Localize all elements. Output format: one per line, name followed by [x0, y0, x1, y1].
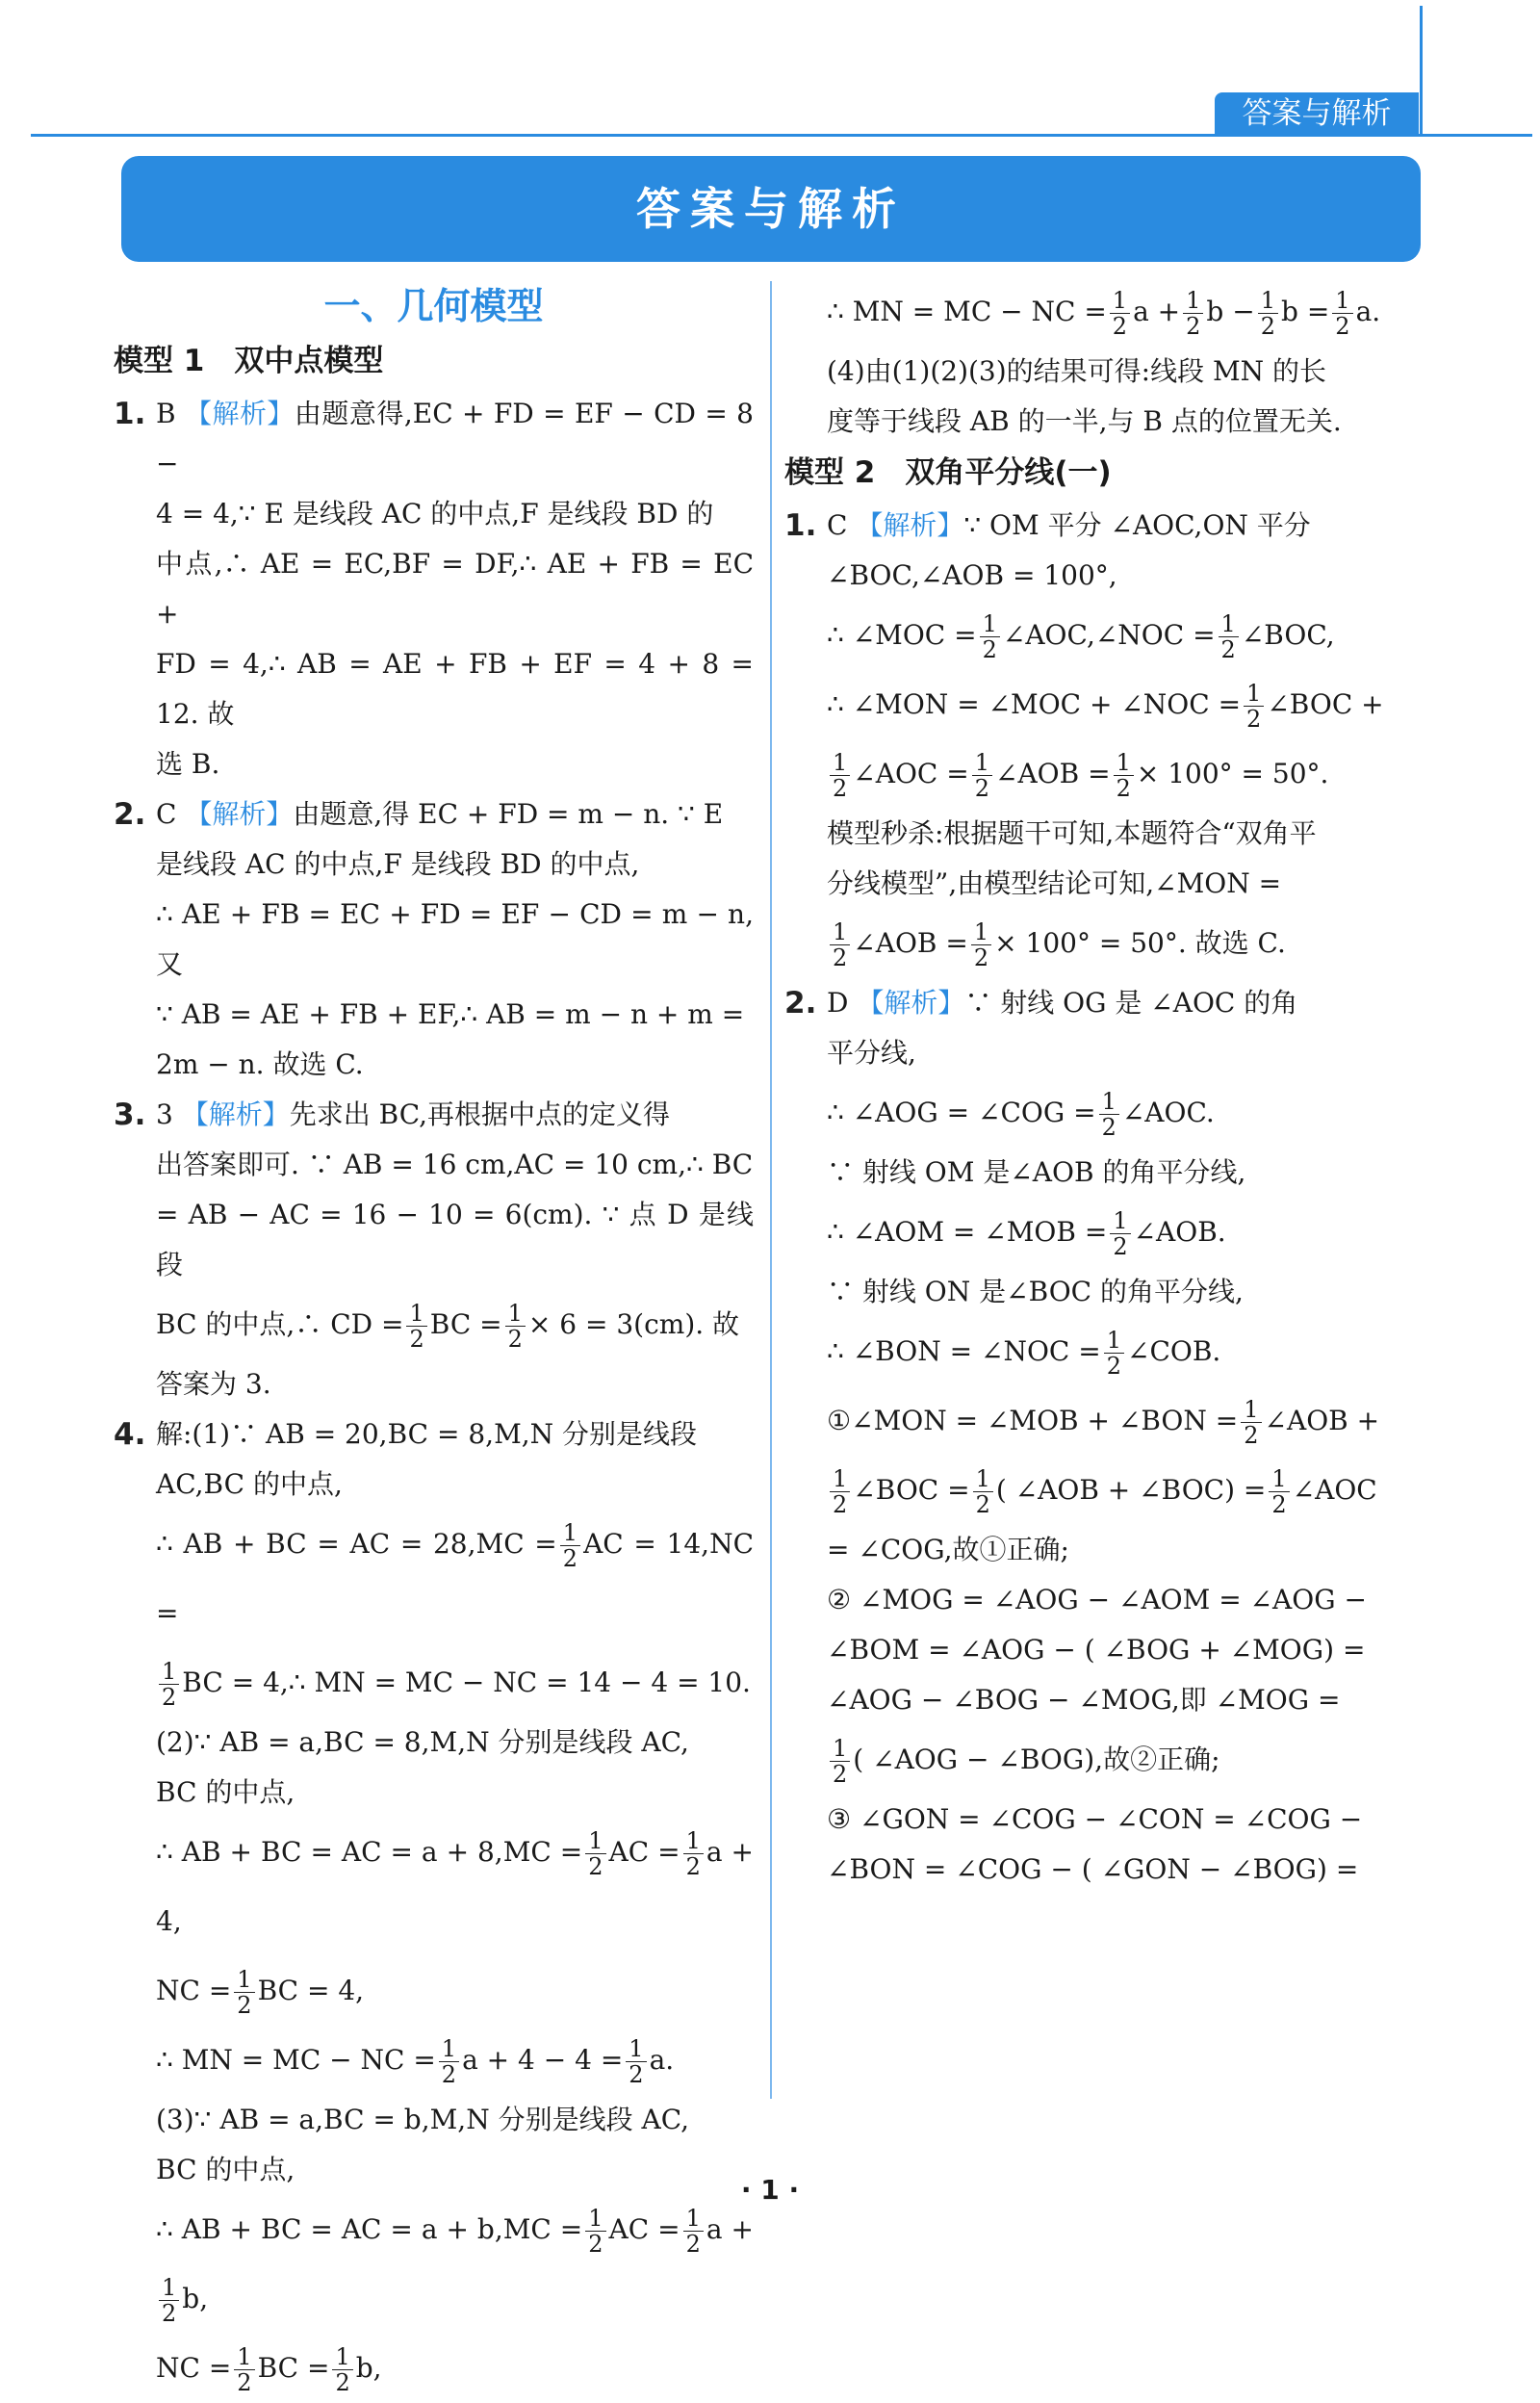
fraction: $\frac{1}{2}$ [683, 1828, 704, 1879]
answer-choice: 3 [156, 1098, 182, 1130]
header-tab: 答案与解析 [1215, 92, 1419, 135]
page-banner-title: 答案与解析 [121, 156, 1421, 262]
column-divider [770, 281, 772, 2099]
math-line: ∴ ∠AOG = ∠COG = $\frac{1}{2}$ ∠AOC. [827, 1088, 1215, 1141]
text-line: 模型秒杀:根据题干可知,本题符合“双角平 [827, 817, 1317, 849]
text-line: ∠AOG − ∠BOG − ∠MOG,即 ∠MOG = [827, 1684, 1341, 1716]
text-line: 2m − n. 故选 C. [156, 1048, 364, 1080]
math-line: ∴ ∠BON = ∠NOC = $\frac{1}{2}$ ∠COB. [827, 1327, 1221, 1380]
answer-choice: B [156, 398, 185, 429]
header-vertical-rule [1420, 6, 1423, 137]
text-line: 由题意,得 EC + FD = m − n. ∵ E [293, 798, 724, 830]
fraction: $\frac{1}{2}$ [159, 2275, 179, 2326]
question-2 [784, 978, 1420, 1895]
fraction: $\frac{1}{2}$ [830, 750, 850, 801]
text-line: 解:(1)∵ AB = 20,BC = 8,M,N 分别是线段 [156, 1418, 698, 1450]
text-line: 选 B. [156, 748, 220, 780]
question-1 [114, 389, 754, 789]
fraction: $\frac{1}{2}$ [980, 611, 1000, 662]
math-line: $\frac{1}{2}$ ( ∠AOG − ∠BOG),故②正确; [827, 1725, 1420, 1795]
question-number: 2. [114, 797, 146, 832]
text-line: BC 的中点, [156, 1776, 295, 1808]
fraction: $\frac{1}{2}$ [159, 1659, 179, 1710]
math-line: ∴ ∠MON = ∠MOC + ∠NOC = $\frac{1}{2}$ ∠BOC + [827, 680, 1384, 733]
model1-title: 模型 1 双中点模型 [114, 344, 384, 378]
analysis-tag: 【解析】 [181, 1098, 290, 1130]
fraction: $\frac{1}{2}$ [585, 2206, 605, 2257]
fraction: $\frac{1}{2}$ [1110, 1208, 1130, 1259]
text-line: 是线段 AC 的中点,F 是线段 BD 的中点, [156, 848, 640, 880]
text-line: 4 = 4,∵ E 是线段 AC 的中点,F 是线段 BD 的 [156, 498, 714, 530]
text-line: (2)∵ AB = a,BC = 8,M,N 分别是线段 AC, [156, 1726, 689, 1758]
text-line: ② ∠MOG = ∠AOG − ∠AOM = ∠AOG − [827, 1584, 1367, 1615]
analysis-tag: 【解析】 [185, 798, 294, 830]
text-line: AC,BC 的中点, [156, 1468, 343, 1500]
text-line: ∵ 射线 OG 是 ∠AOC 的角 [964, 987, 1298, 1019]
text-line: ∠BOC,∠AOB = 100°, [827, 559, 1117, 591]
math-line: ∴ AB + BC = AC = 28,MC = $\frac{1}{2}$ AC = 14,NC = [156, 1519, 755, 1629]
question-1 [784, 501, 1420, 978]
text-line: BC 的中点, [156, 2154, 295, 2185]
left-column [114, 277, 754, 2403]
fraction: $\frac{1}{2}$ [972, 750, 992, 801]
math-line: ∴ AB + BC = AC = a + 8,MC = $\frac{1}{2}$ AC = $\frac{1}{2}$ a + 4, [156, 1827, 754, 1937]
question-number: 4. [114, 1417, 146, 1452]
answer-choice: C [827, 509, 857, 541]
fraction: $\frac{1}{2}$ [1110, 288, 1130, 339]
text-line: ∠BOM = ∠AOG − ( ∠BOG + ∠MOG) = [827, 1634, 1366, 1666]
math-line: ∴ MN = MC − NC = $\frac{1}{2}$ a + $\frac{1}{2}$ b − $\frac{1}{2}$ b = $\frac{1}{2}$ a. [827, 287, 1381, 340]
fraction: $\frac{1}{2}$ [1241, 1397, 1261, 1448]
fraction: $\frac{1}{2}$ [1258, 288, 1278, 339]
question-3 [114, 1090, 754, 1409]
math-line: $\frac{1}{2}$ ∠BOC = $\frac{1}{2}$ ( ∠AOB + ∠BOC) = $\frac{1}{2}$ ∠AOC [827, 1456, 1420, 1525]
answer-choice: C [156, 798, 186, 830]
answer-choice: D [827, 987, 858, 1019]
fraction: $\frac{1}{2}$ [439, 2036, 459, 2087]
text-line: ∵ OM 平分 ∠AOC,ON 平分 [963, 509, 1311, 541]
analysis-tag: 【解析】 [857, 987, 965, 1019]
fraction: $\frac{1}{2}$ [973, 1466, 993, 1517]
math-line: $\frac{1}{2}$ ∠AOB = $\frac{1}{2}$ × 100° = 50°. 故选 C. [827, 909, 1420, 978]
text-line: ∴ AE + FB = EC + FD = EF − CD = m − n,又 [156, 898, 754, 980]
text-line: (4)由(1)(2)(3)的结果可得:线段 MN 的长 [827, 355, 1327, 387]
text-line: 度等于线段 AB 的一半,与 B 点的位置无关. [827, 405, 1342, 437]
fraction: $\frac{1}{2}$ [626, 2036, 646, 2087]
fraction: $\frac{1}{2}$ [971, 919, 991, 970]
text-line: (3)∵ AB = a,BC = b,M,N 分别是线段 AC, [156, 2104, 690, 2135]
page-number: · 1 · [740, 2174, 800, 2206]
text-line: 分线模型”,由模型结论可知,∠MON = [827, 867, 1282, 899]
fraction: $\frac{1}{2}$ [1244, 681, 1264, 732]
right-column [784, 277, 1420, 1895]
text-line: ∵ 射线 OM 是∠AOB 的角平分线, [827, 1156, 1246, 1188]
text-line: = ∠COG,故①正确; [827, 1534, 1069, 1565]
fraction: $\frac{1}{2}$ [1332, 288, 1352, 339]
fraction: $\frac{1}{2}$ [1219, 611, 1239, 662]
text-line: 平分线, [827, 1037, 916, 1069]
question-number: 3. [114, 1098, 146, 1132]
math-line: $\frac{1}{2}$ BC = 4,∴ MN = MC − NC = 14 − 4 = 10. [156, 1648, 754, 1718]
fraction: $\frac{1}{2}$ [1104, 1328, 1124, 1379]
analysis-tag: 【解析】 [856, 509, 964, 541]
text-line: = AB − AC = 16 − 10 = 6(cm). ∵ 点 D 是线段 [156, 1199, 754, 1280]
math-line: ∴ AB + BC = AC = a + b,MC = $\frac{1}{2}$ AC = $\frac{1}{2}$ a + $\frac{1}{2}$ b, [156, 2205, 754, 2327]
analysis-tag: 【解析】 [184, 398, 295, 429]
fraction: $\frac{1}{2}$ [1183, 288, 1203, 339]
fraction: $\frac{1}{2}$ [830, 919, 850, 970]
text-line: 中点,∴ AE = EC,BF = DF,∴ AE + FB = EC + [156, 548, 754, 630]
fraction: $\frac{1}{2}$ [683, 2206, 704, 2257]
question-number: 1. [784, 508, 817, 543]
fraction: $\frac{1}{2}$ [585, 1828, 605, 1879]
text-line: 先求出 BC,再根据中点的定义得 [289, 1098, 671, 1130]
fraction: $\frac{1}{2}$ [332, 2344, 352, 2395]
text-line: 出答案即可. ∵ AB = 16 cm,AC = 10 cm,∴ BC [156, 1149, 754, 1180]
math-line: ∴ MN = MC − NC = $\frac{1}{2}$ a + 4 − 4 = $\frac{1}{2}$ a. [156, 2035, 675, 2088]
text-line: 由题意得,EC + FD = EF − CD = 8 − [156, 398, 754, 479]
text-line: ∵ 射线 ON 是∠BOC 的角平分线, [827, 1276, 1244, 1307]
fraction: $\frac{1}{2}$ [505, 1301, 526, 1352]
math-line: ∴ ∠MOC = $\frac{1}{2}$ ∠AOC,∠NOC = $\frac{1}{2}$ ∠BOC, [827, 610, 1335, 663]
fraction: $\frac{1}{2}$ [234, 2344, 254, 2395]
fraction: $\frac{1}{2}$ [1099, 1089, 1119, 1140]
math-line: $\frac{1}{2}$ ∠AOC = $\frac{1}{2}$ ∠AOB = $\frac{1}{2}$ × 100° = 50°. [827, 739, 1420, 809]
text-line: ∵ AB = AE + FB + EF,∴ AB = m − n + m = [156, 998, 745, 1030]
question-number: 1. [114, 397, 146, 431]
section-title: 一、几何模型 [323, 285, 544, 327]
fraction: $\frac{1}{2}$ [406, 1301, 426, 1352]
question-4 [114, 1409, 754, 2403]
fraction: $\frac{1}{2}$ [830, 1736, 850, 1787]
text-line: ∠BON = ∠COG − ( ∠GON − ∠BOG) = [827, 1853, 1359, 1885]
fraction: $\frac{1}{2}$ [1269, 1466, 1289, 1517]
fraction: $\frac{1}{2}$ [234, 1967, 254, 2018]
text-line: 答案为 3. [156, 1368, 271, 1400]
fraction: $\frac{1}{2}$ [830, 1466, 850, 1517]
model2-title: 模型 2 双角平分线(一) [784, 455, 1112, 490]
question-number: 2. [784, 986, 817, 1021]
text-line: ③ ∠GON = ∠COG − ∠CON = ∠COG − [827, 1803, 1363, 1835]
math-line: ∴ ∠AOM = ∠MOB = $\frac{1}{2}$ ∠AOB. [827, 1207, 1226, 1260]
fraction: $\frac{1}{2}$ [1114, 750, 1134, 801]
math-line: NC = $\frac{1}{2}$ BC = 4, [156, 1966, 365, 2019]
fraction: $\frac{1}{2}$ [560, 1520, 580, 1571]
math-line: NC = $\frac{1}{2}$ BC = $\frac{1}{2}$ b, [156, 2343, 382, 2396]
text-line: FD = 4,∴ AB = AE + FB + EF = 4 + 8 = 12. 故 [156, 648, 754, 730]
math-line: BC 的中点,∴ CD = $\frac{1}{2}$ BC = $\frac{1}{2}$ × 6 = 3(cm). 故 [156, 1300, 740, 1353]
question-2 [114, 789, 754, 1090]
math-line: ①∠MON = ∠MOB + ∠BON = $\frac{1}{2}$ ∠AOB + [827, 1396, 1380, 1449]
